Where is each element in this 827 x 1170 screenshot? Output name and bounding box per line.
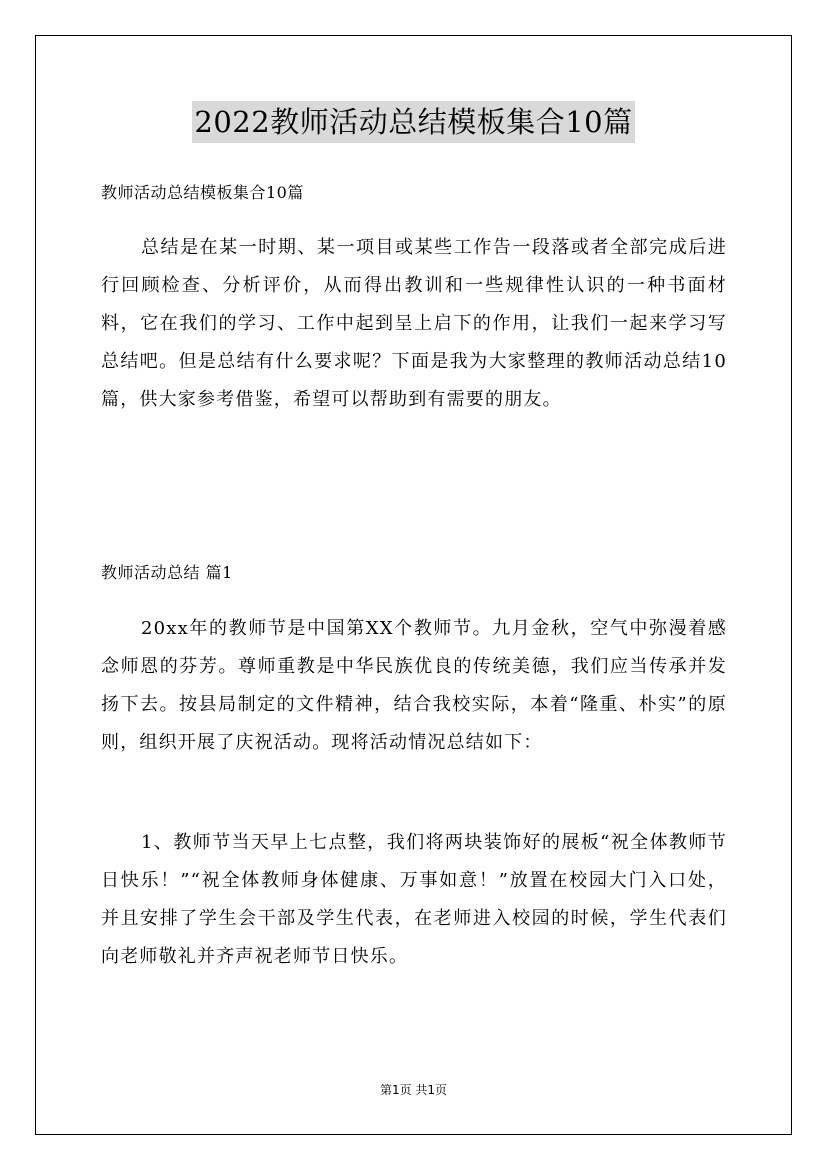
section-paragraph: 1、教师节当天早上七点整，我们将两块装饰好的展板“祝全体教师节日快乐！”“祝全体教师身体健康、万事如意！”放置在校园大门入口处，并且安排了学生会干部及学生代表，在老师进入校园的时候，学生代表们向老师敬礼并齐声祝老师节日快乐。 — [101, 832, 727, 967]
document-subtitle: 教师活动总结模板集合10篇 — [101, 183, 304, 202]
page-footer: 第1页 共1页 — [379, 1083, 448, 1097]
section-heading: 教师活动总结 篇1 — [101, 563, 233, 582]
document-title-container — [0, 101, 827, 143]
intro-paragraph: 总结是在某一时期、某一项目或某些工作告一段落或者全部完成后进行回顾检查、分析评价，从而得出教训和一些规律性认识的一种书面材料，它在我们的学习、工作中起到呈上启下的作用，让我们一起来学习写总结吧。但是总结有什么要求呢？下面是我为大家整理的教师活动总结10篇，供大家参考借鉴，希望可以帮助到有需要的朋友。 — [101, 237, 727, 410]
section-paragraph: 20xx年的教师节是中国第XX个教师节。九月金秋，空气中弥漫着感念师恩的芬芳。尊师重教是中华民族优良的传统美德，我们应当传承并发扬下去。按县局制定的文件精神，结合我校实际，本着“隆重、朴实”的原则，组织开展了庆祝活动。现将活动情况总结如下： — [101, 618, 727, 753]
document-title: 2022教师活动总结模板集合10篇 — [192, 101, 634, 143]
